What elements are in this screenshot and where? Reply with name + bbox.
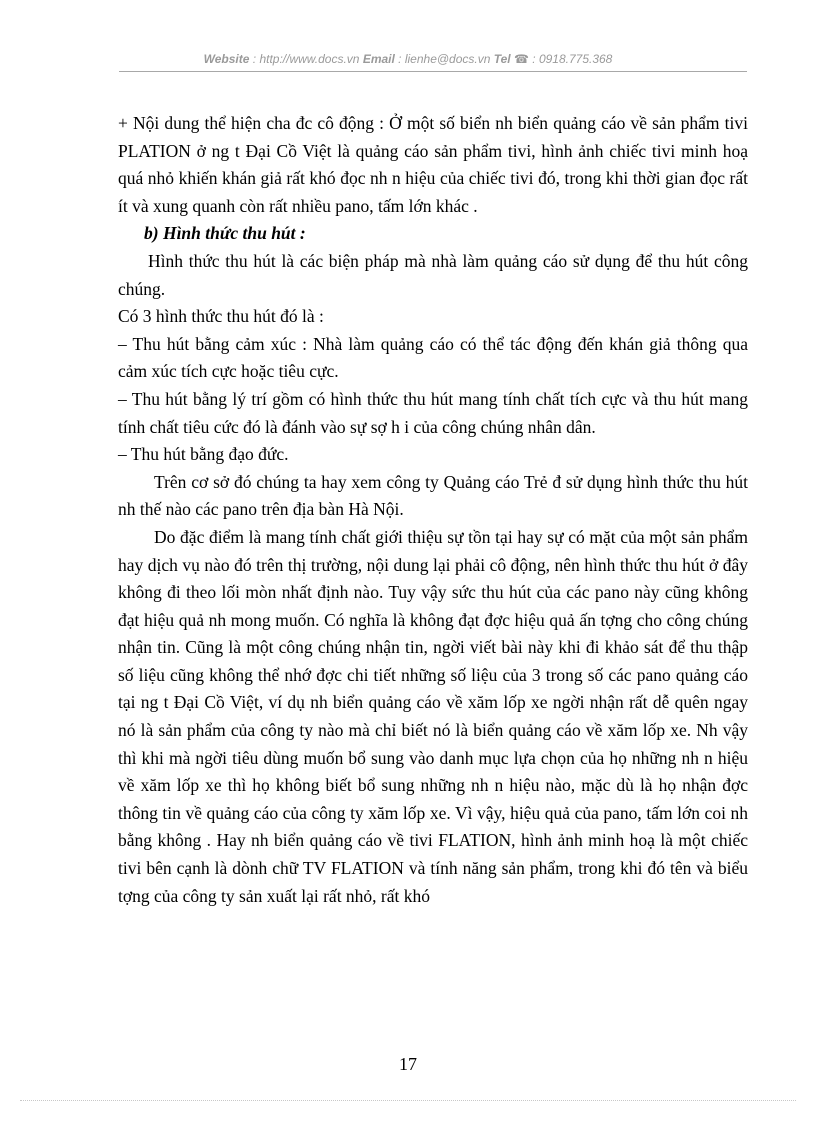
email-label: Email — [362, 52, 395, 66]
website-value: : http://www.docs.vn — [249, 52, 363, 66]
tel-value: : 0918.775.368 — [528, 52, 613, 66]
paragraph-content-expression: + Nội dung thể hiện cha đc cô động : Ở một số biển nh biển quảng cáo về sản phẩm tivi PLATION ở ng t Đại Cồ Việt là quảng cáo sản phẩm tivi, hình ảnh chiếc tivi minh hoạ quá nhỏ khiến khán giả rất khó đọc nh n hiệu của chiếc tivi đó, trong khi thời gian đọc rất ít và xung quanh còn rất nhiều pano, tấm lớn khác . — [118, 113, 748, 216]
list-item-reason: – Thu hút bằng lý trí gồm có hình thức thu hút mang tính chất tích cực và thu hút mang tính chất tiêu cức đó là đánh vào sự sợ h i của công chúng nhân dân. — [118, 388, 748, 437]
subheading-attraction-form: b) Hình thức thu hút : — [144, 223, 306, 244]
list-item-ethics: – Thu hút bằng đạo đức. — [118, 444, 289, 465]
tel-label: Tel ☎ — [493, 52, 529, 66]
page-header — [0, 52, 816, 66]
paragraph-attraction-definition: Hình thức thu hút là các biện pháp mà nhà làm quảng cáo sử dụng để thu hút công chúng. — [118, 250, 748, 299]
website-label: Website — [203, 52, 250, 66]
bottom-divider — [20, 1100, 796, 1101]
email-value: : lienhe@docs.vn — [394, 52, 494, 66]
paragraph-company-example: Trên cơ sở đó chúng ta hay xem công ty Quảng cáo Trẻ đ sử dụng hình thức thu hút nh thế nào các pano trên địa bàn Hà Nội. — [118, 471, 748, 520]
document-body — [118, 110, 748, 910]
header-rule — [119, 71, 747, 72]
page-number: 17 — [399, 1054, 417, 1074]
paragraph-three-forms: Có 3 hình thức thu hút đó là : — [118, 306, 324, 327]
paragraph-analysis: Do đặc điểm là mang tính chất giới thiệu sự tồn tại hay sự có mặt của một sản phẩm hay dịch vụ nào đó trên thị trường, nội dung lại phải cô động, nên hình thức thu hút ở đây không đi theo lối mòn nhất định nào. Tuy vậy sức thu hút của các pano này cũng không đạt hiệu quả nh mong muốn. Có nghĩa là không đạt đợc hiệu quả ấn tợng cho công chúng nhận tin. Cũng là một công chúng nhận tin, ngời viết bài này khi đi khảo sát để thu thập số liệu cũng không thể nhớ đợc chi tiết những số liệu của 3 trong số các pano quảng cáo tại ng t Đại Cồ Việt, ví dụ nh biển quảng cáo về xăm lốp xe ngời nhận rất dễ quên ngay nó là sản phẩm của công ty nào mà chỉ biết nó là biển quảng cáo về xăm lốp xe. Nh vậy thì khi mà ngời tiêu dùng muốn bổ sung vào danh mục lựa chọn của họ những nh n hiệu về xăm lốp xe thì họ không biết bổ sung những nh n hiệu nào, mặc dù là họ nhận đợc thông tin về quảng cáo của công ty xăm lốp xe. Vì vậy, hiệu quả của pano, tấm lớn coi nh bằng không . Hay nh biển quảng cáo về tivi FLATION, hình ảnh minh hoạ là một chiếc tivi bên cạnh là dònh chữ TV FLATION và tính năng sản phẩm, trong khi đó tên và biểu tợng của công ty sản xuất lại rất nhỏ, rất khó — [118, 526, 748, 906]
list-item-emotion: – Thu hút bằng cảm xúc : Nhà làm quảng cáo có thể tác động đến khán giả thông qua cảm xúc tích cực hoặc tiêu cực. — [118, 333, 748, 382]
